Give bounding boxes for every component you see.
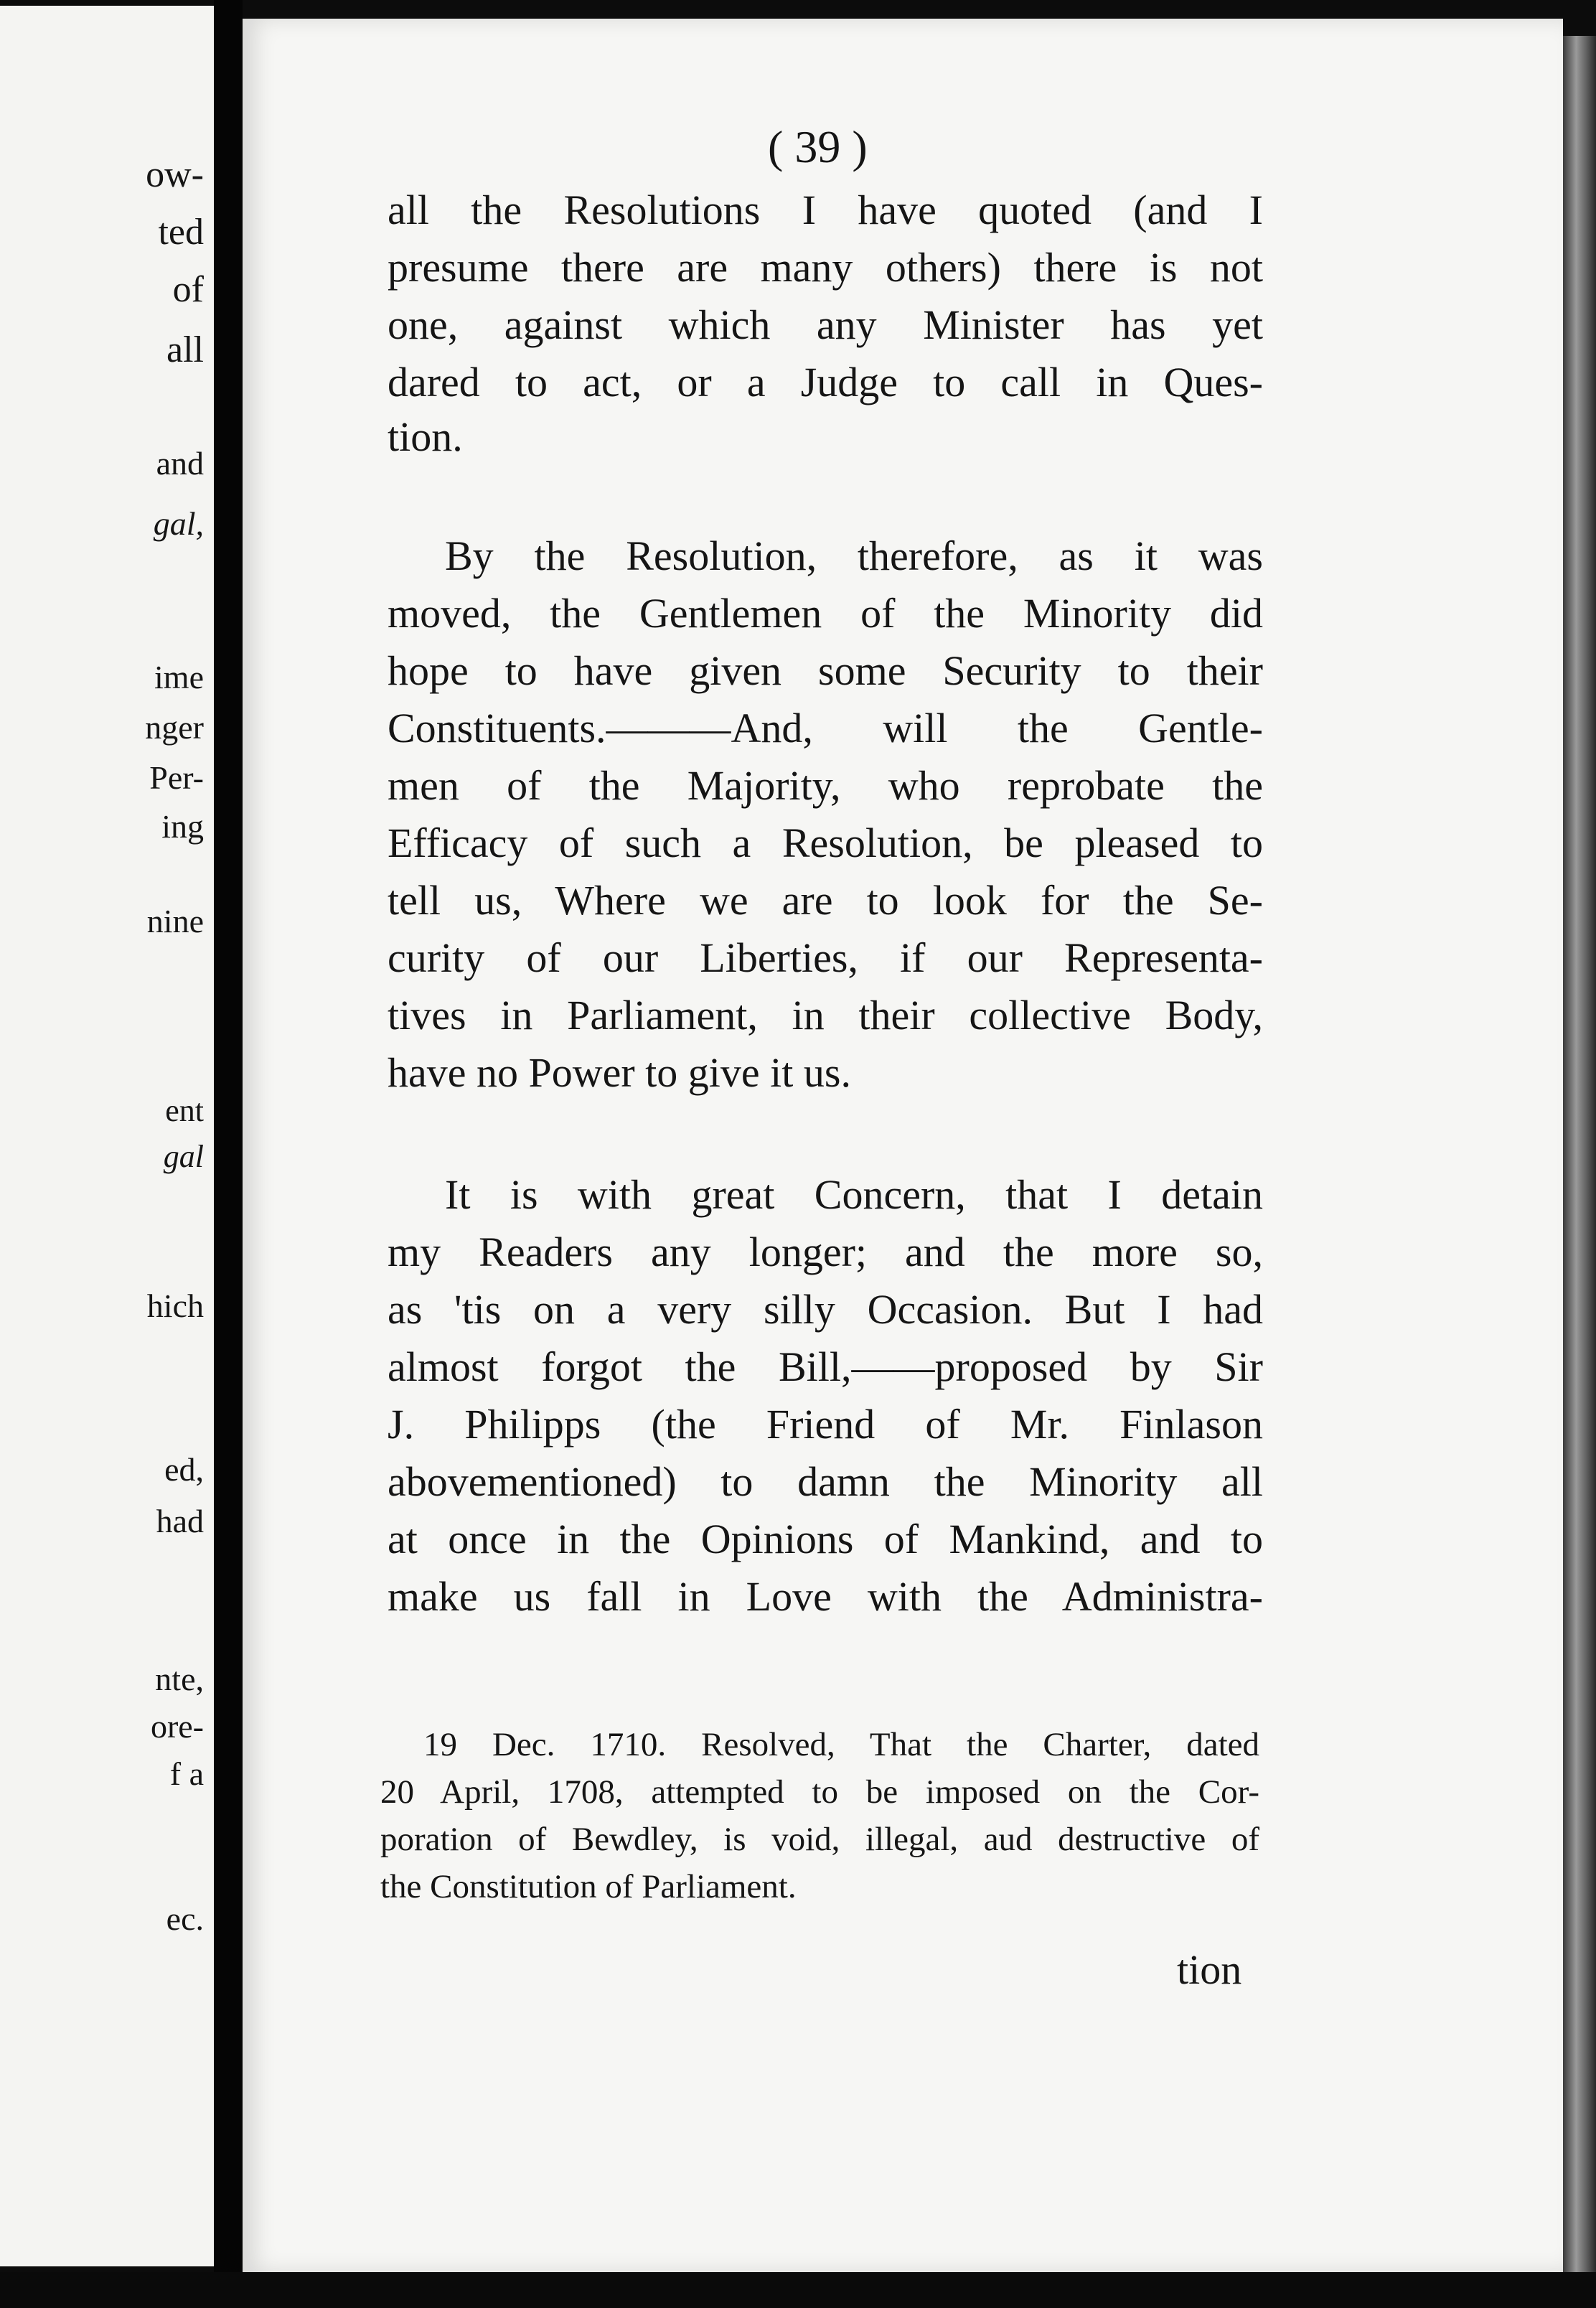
fragment-line: ec. xyxy=(166,1900,204,1937)
bottom-margin-shadow xyxy=(0,2272,1596,2308)
fragment-line: and xyxy=(156,445,204,482)
footnote-line: 20 April, 1708, attempted to be imposed on the Cor- xyxy=(380,1773,1259,1811)
page-number: ( 39 ) xyxy=(768,121,868,172)
body-line: moved, the Gentlemen of the Minority did xyxy=(388,590,1263,637)
fragment-line: ed, xyxy=(164,1451,204,1488)
fragment-line: of xyxy=(172,269,204,310)
fragment-line: gal, xyxy=(153,505,204,542)
body-line: abovementioned) to damn the Minority all xyxy=(388,1458,1263,1505)
body-line: Efficacy of such a Resolution, be pleased to xyxy=(388,820,1263,866)
body-line: one, against which any Minister has yet xyxy=(388,301,1263,348)
fragment-line: ow- xyxy=(146,154,204,195)
body-line: presume there are many others) there is not xyxy=(388,244,1263,291)
fragment-line: nine xyxy=(146,903,204,939)
fragment-line: had xyxy=(156,1503,204,1539)
previous-page-edge xyxy=(0,6,214,2266)
body-line: make us fall in Love with the Administra- xyxy=(388,1573,1263,1620)
body-line: Constituents.———And, will the Gentle- xyxy=(388,705,1263,751)
body-line: as 'tis on a very silly Occasion. But I had xyxy=(388,1286,1263,1333)
book-gutter xyxy=(214,0,243,2308)
body-line: By the Resolution, therefore, as it was xyxy=(445,533,1263,579)
fragment-line: ing xyxy=(161,808,204,845)
fragment-line: ime xyxy=(154,659,204,695)
fragment-line: gal xyxy=(163,1139,204,1174)
body-line: all the Resolutions I have quoted (and I xyxy=(388,187,1263,233)
body-line: have no Power to give it us. xyxy=(388,1049,851,1096)
body-line: tives in Parliament, in their collective Body, xyxy=(388,992,1263,1038)
footnote-line: the Constitution of Parliament. xyxy=(380,1868,797,1905)
body-line: men of the Majority, who reprobate the xyxy=(388,762,1263,809)
fragment-line: ted xyxy=(158,212,204,253)
body-line: tell us, Where we are to look for the Se- xyxy=(388,877,1263,924)
fragment-line: nte, xyxy=(155,1661,204,1697)
body-line: at once in the Opinions of Mankind, and to xyxy=(388,1516,1263,1562)
body-line: It is with great Concern, that I detain xyxy=(445,1171,1263,1218)
fragment-line: nger xyxy=(145,709,204,746)
footnote-line: 19 Dec. 1710. Resolved, That the Charter, dated xyxy=(423,1726,1259,1763)
body-line: dared to act, or a Judge to call in Ques- xyxy=(388,359,1263,405)
fragment-line: f a xyxy=(169,1755,204,1792)
body-line: my Readers any longer; and the more so, xyxy=(388,1229,1263,1275)
body-line: J. Philipps (the Friend of Mr. Finlason xyxy=(388,1401,1263,1448)
body-line: hope to have given some Security to their xyxy=(388,647,1263,694)
page xyxy=(243,19,1563,2272)
fragment-line: hich xyxy=(146,1287,204,1324)
body-line: almost forgot the Bill,——proposed by Sir xyxy=(388,1343,1263,1390)
fragment-line: ore- xyxy=(150,1708,204,1745)
body-line: tion. xyxy=(388,413,463,460)
fragment-line: ent xyxy=(165,1093,204,1128)
fragment-line: Per- xyxy=(149,759,204,796)
fragment-line: all xyxy=(166,329,204,370)
catchword: tion xyxy=(1177,1946,1242,1993)
page-edge xyxy=(1563,36,1596,2308)
body-line: curity of our Liberties, if our Representa- xyxy=(388,934,1263,981)
footnote-line: poration of Bewdley, is void, illegal, aud destructive of xyxy=(380,1821,1259,1858)
